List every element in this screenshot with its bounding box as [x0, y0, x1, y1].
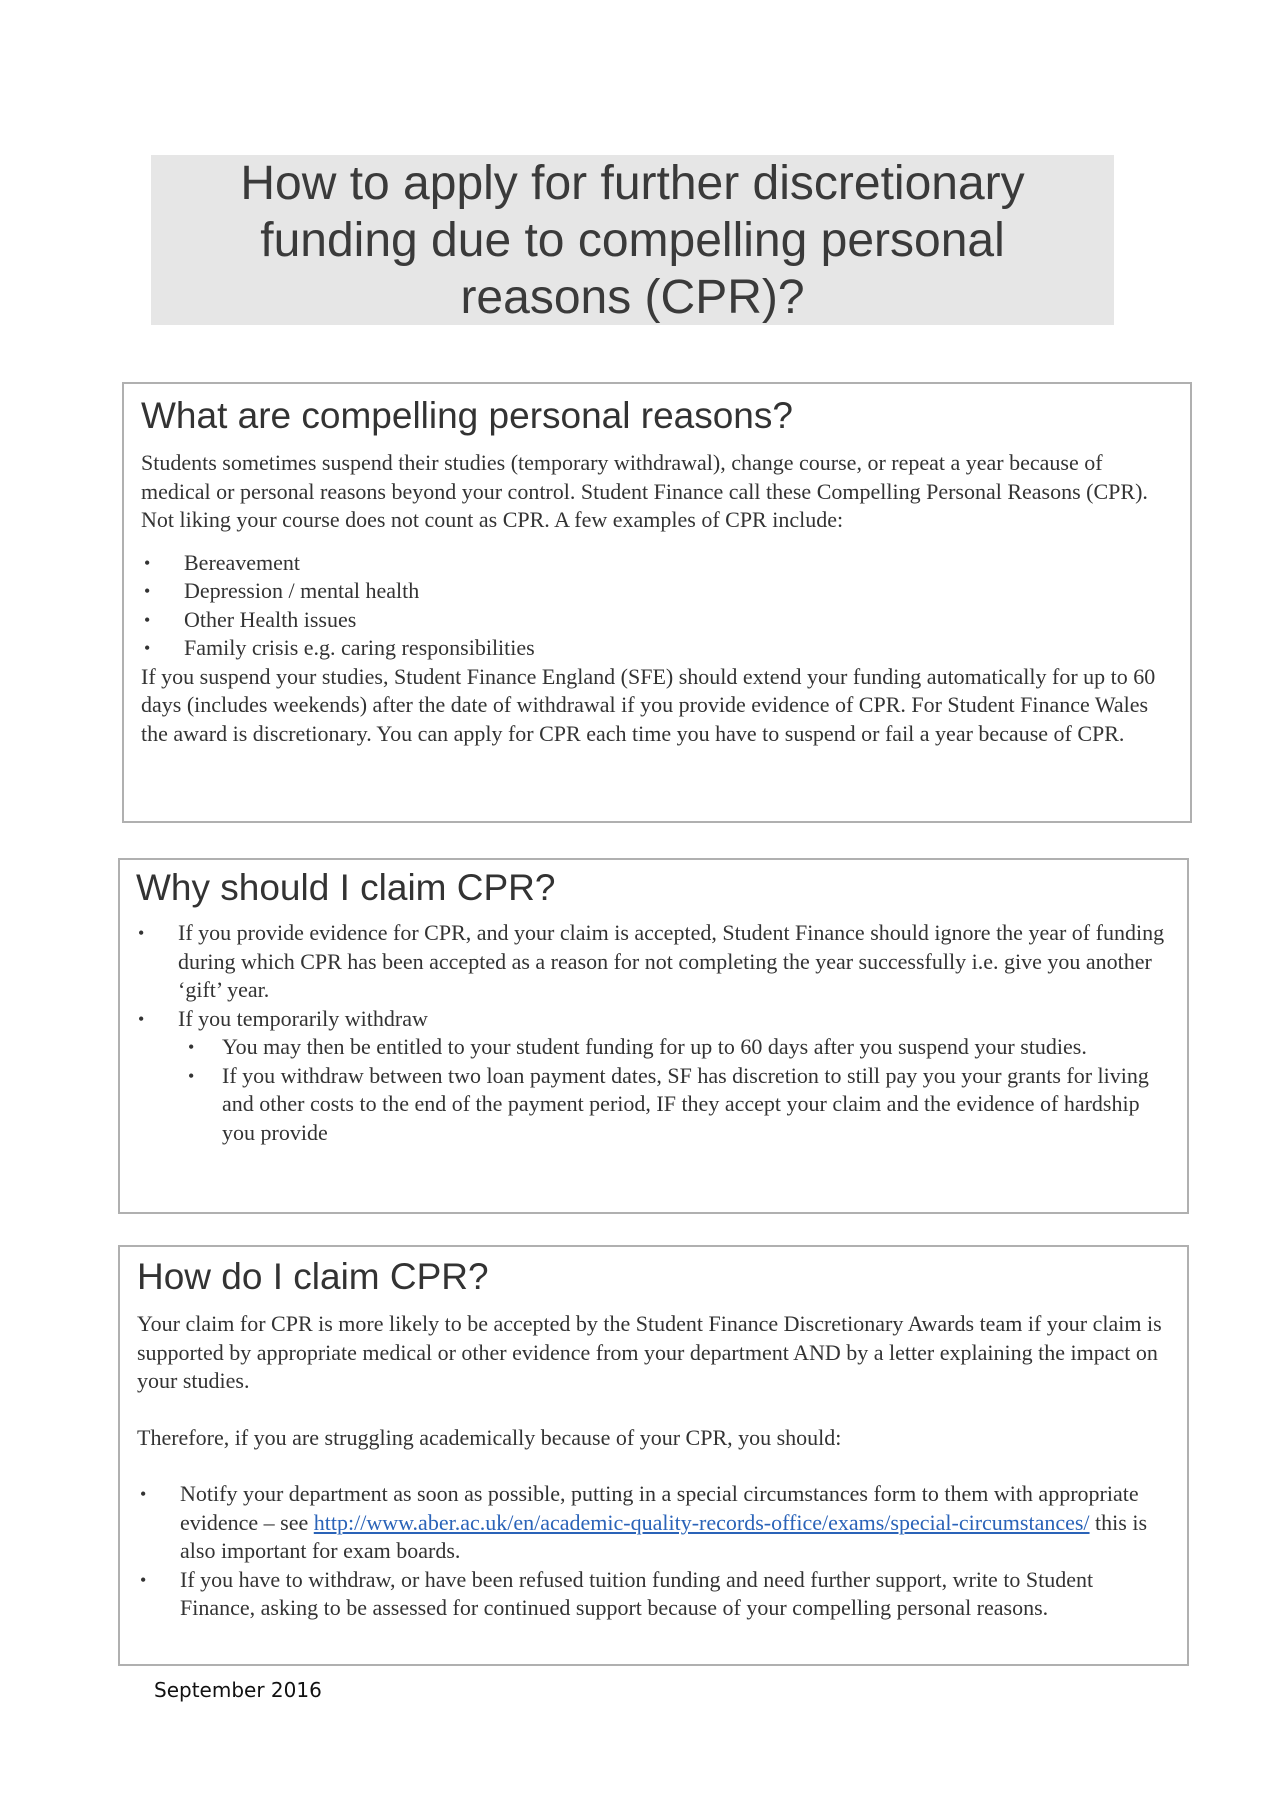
- section-what-is-cpr-heading: What are compelling personal reasons?: [141, 395, 793, 436]
- section-how-claim-cpr: [118, 1245, 1189, 1666]
- section-what-is-cpr: [122, 382, 1192, 823]
- section-how-claim-cpr-para1: Your claim for CPR is more likely to be accepted by the Student Finance Discretionary Awards team if your claim is supported by appropriate medical or other evidence from your department AND by a letter explaining the impact on your studies.: [137, 1311, 1162, 1393]
- list-item: [180, 1480, 1169, 1566]
- section-why-claim-cpr-heading: Why should I claim CPR?: [136, 867, 556, 908]
- list-item: • Bereavement: [184, 549, 1168, 578]
- why-claim-list: [136, 919, 1169, 1033]
- section-what-is-cpr-intro: Students sometimes suspend their studies (temporary withdrawal), change course, or repeat a year because of medical or personal reasons beyond your control. Student Finance call these Compelling Personal Reasons (CPR). Not liking your course does not count as CPR. A few examples of CPR include:: [141, 450, 1148, 532]
- item-text: Notify your department as soon as possible, putting in a special circumstances form to them with appropriate evidence – see: [180, 1481, 1139, 1535]
- withdraw-sublist: [136, 1033, 1169, 1147]
- section-what-is-cpr-closing: If you suspend your studies, Student Finance England (SFE) should extend your funding automatically for up to 60 days (includes weekends) after the date of withdrawal if you provide evidence of CPR. For Student Finance Wales the award is discretionary. You can apply for CPR each time you have to suspend or fail a year because of CPR.: [141, 663, 1156, 746]
- title-line-1: How to apply for further discretionary: [240, 157, 1025, 210]
- cpr-examples-list: [141, 549, 1168, 663]
- list-item: • If you have to withdraw, or have been refused tuition funding and need further support, write to Student Finance, asking to be assessed for continued support because of your compelling personal reasons.: [180, 1566, 1169, 1623]
- footer-date: September 2016: [154, 1678, 322, 1702]
- special-circumstances-link[interactable]: http://www.aber.ac.uk/en/academic-quality-records-office/exams/special-circumstances/: [313, 1509, 1090, 1535]
- title-line-2: funding due to compelling personal: [260, 214, 1005, 267]
- list-item: • If you withdraw between two loan payment dates, SF has discretion to still pay you your grants for living and other costs to the end of the payment period, IF they accept your claim and the evidence of hardship you provide: [222, 1062, 1169, 1148]
- section-how-claim-cpr-heading: How do I claim CPR?: [137, 1256, 489, 1297]
- document-title: [151, 155, 1114, 325]
- section-how-claim-cpr-para2: Therefore, if you are struggling academically because of your CPR, you should:: [137, 1424, 842, 1450]
- how-claim-list: [137, 1480, 1169, 1623]
- section-why-claim-cpr: [118, 858, 1189, 1214]
- list-item: • Other Health issues: [184, 606, 1168, 635]
- list-item: • Family crisis e.g. caring responsibilities: [184, 634, 1168, 663]
- list-item: • Depression / mental health: [184, 577, 1168, 606]
- item-text: this is also important for exam boards.: [180, 1509, 1148, 1563]
- list-item: • If you provide evidence for CPR, and your claim is accepted, Student Finance should ignore the year of funding during which CPR has been accepted as a reason for not completing the year successfully i.e. give you another ‘gift’ year.: [178, 919, 1169, 1005]
- list-item: • You may then be entitled to your student funding for up to 60 days after you suspend your studies.: [222, 1033, 1169, 1062]
- list-item: • If you temporarily withdraw: [178, 1005, 1169, 1034]
- title-line-3: reasons (CPR)?: [460, 271, 805, 324]
